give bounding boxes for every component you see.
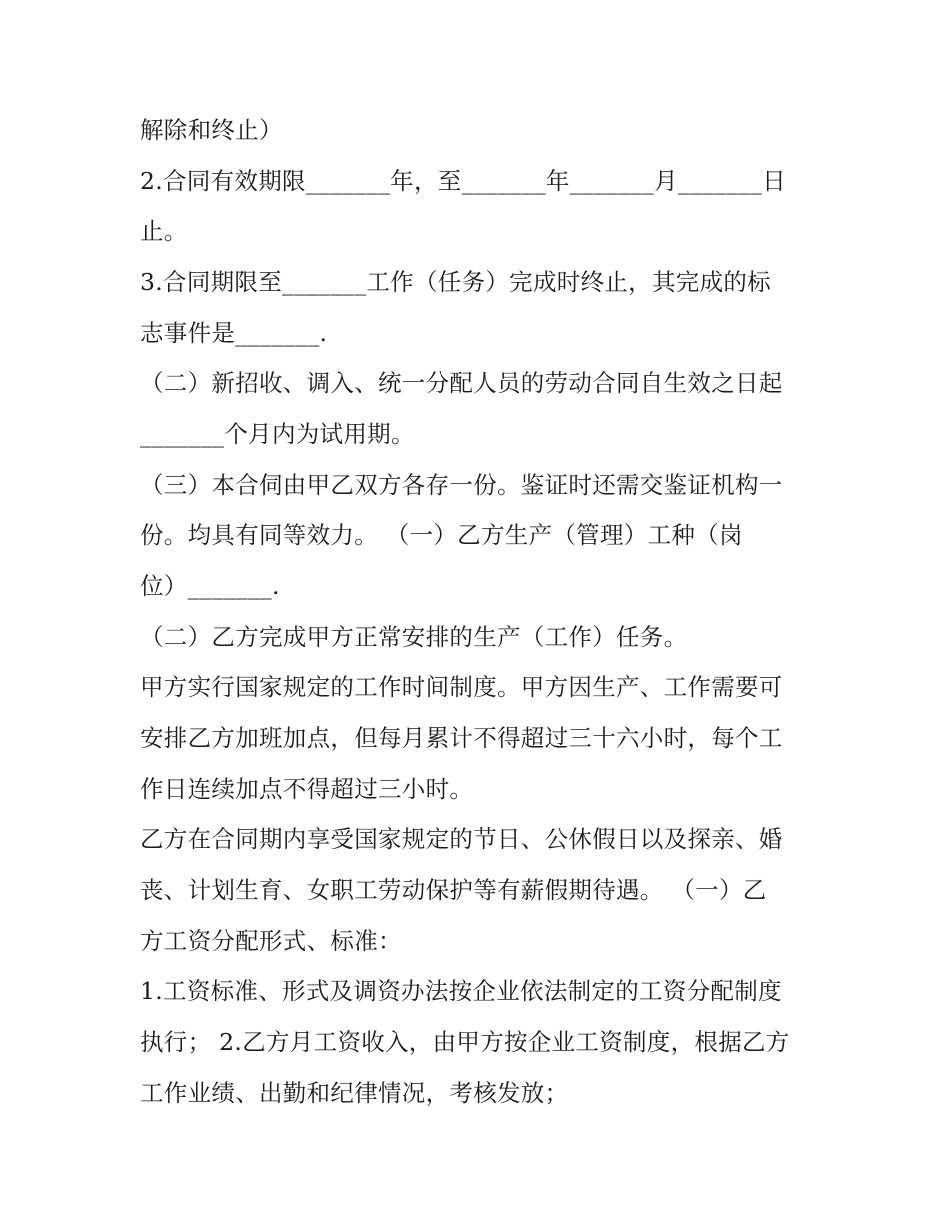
text-line: 解除和终止） — [140, 116, 283, 144]
text-line: 2.合同有效期限_______年，至_______年_______月_______日 — [140, 167, 787, 195]
text-line: （三）本合伺由甲乙双方各存一份。鉴证时还需交鉴证机构一 — [140, 471, 783, 499]
text-line: 丧、计划生育、女职工劳动保护等有薪假期待遇。 （一）乙 — [140, 876, 767, 904]
text-line: 志事件是_______. — [140, 319, 328, 347]
text-line: 作日连续加点不得超过三小时。 — [140, 775, 474, 803]
text-line: 乙方在合同期内享受国家规定的节日、公休假日以及探亲、婚 — [140, 825, 783, 853]
text-line: 安排乙方加班加点，但每月累计不得超过三十六小时，每个工 — [140, 724, 783, 752]
text-line: 止。 — [140, 217, 188, 245]
text-line: 执行； 2.乙方月工资收入，由甲方按企业工资制度，根据乙方 — [140, 1028, 790, 1056]
text-line: （二）新招收、调入、统一分配人员的劳动合同自生效之日起 — [140, 369, 783, 397]
text-line: 方工资分配形式、标准： — [140, 927, 402, 955]
text-line: _______个月内为试用期。 — [140, 420, 415, 448]
text-line: （二）乙方完成甲方正常安排的生产（工作）任务。 — [140, 623, 688, 651]
text-line: 工作业绩、出勤和纪律情况，考核发放； — [140, 1079, 569, 1107]
text-line: 甲方实行国家规定的工作时间制度。甲方因生产、工作需要可 — [140, 673, 783, 701]
text-line: 位）_______. — [140, 572, 280, 600]
text-line: 份。均具有同等效力。 （一）乙方生产（管理）工种（岗 — [140, 521, 743, 549]
text-line: 1.工资标准、形式及调资办法按企业依法制定的工资分配制度 — [140, 977, 782, 1005]
text-line: 3.合同期限至_______工作（任务）完成时终止，其完成的标 — [140, 268, 771, 296]
